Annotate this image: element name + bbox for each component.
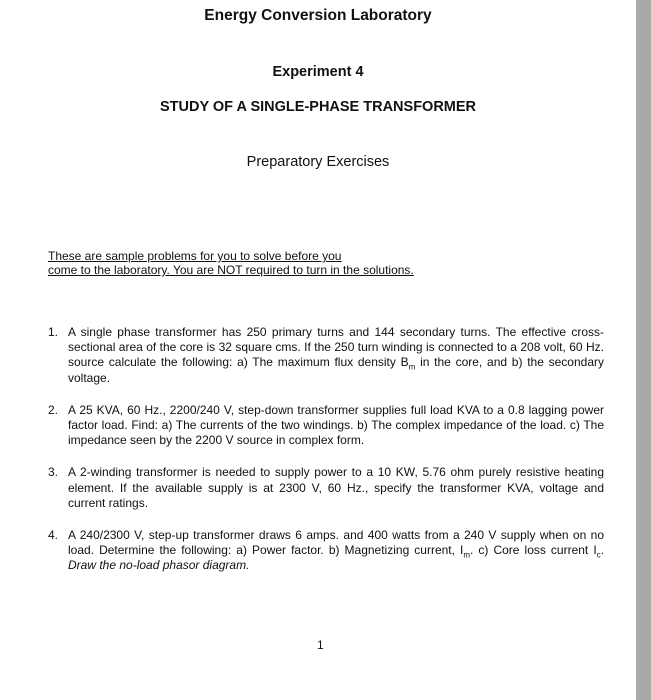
problem-text bbox=[68, 528, 604, 572]
experiment-number: Experiment 4 bbox=[272, 64, 364, 80]
problem-item bbox=[48, 528, 604, 574]
problem-text-segment: in the core, and b) the secondary voltage. bbox=[68, 355, 604, 385]
problem-text-segment: . c) Core loss current I bbox=[470, 543, 597, 558]
instructions-note bbox=[48, 249, 414, 277]
problem-text-segment: m bbox=[408, 362, 416, 372]
problem-text-segment: Draw the no-load phasor diagram. bbox=[68, 558, 250, 573]
problem-text-segment: A 25 KVA, 60 Hz., 2200/240 V, step-down transformer supplies full load KVA to a 0.8 lagging power factor load. Find: a) The currents of the two windings. b) The complex impedance of the load. c) The impedance seen by the 2200 V source in complex form. bbox=[68, 402, 604, 448]
viewer-side-bar bbox=[636, 0, 651, 700]
page-number: 1 bbox=[317, 638, 324, 652]
problem-text-segment: m bbox=[463, 550, 471, 560]
problem-item bbox=[48, 325, 604, 386]
problem-number: 2. bbox=[48, 402, 59, 417]
experiment-title: STUDY OF A SINGLE-PHASE TRANSFORMER bbox=[159, 99, 477, 115]
problem-number: 4. bbox=[48, 528, 59, 543]
problem-item bbox=[48, 403, 604, 449]
problem-text bbox=[68, 325, 604, 385]
problem-text-segment: A single phase transformer has 250 primary turns and 144 secondary turns. The effective cross-sectional area of the core is 32 square cms. If the 250 turn winding is connected to a 208 volt, 60 Hz. source calculate the following: a) The maximum flux density B bbox=[68, 325, 604, 370]
problem-text-segment: A 240/2300 V, step-up transformer draws 6 amps. and 400 watts from a 240 V supply when on no load. Determine the following: a) Power factor. b) Magnetizing current, I bbox=[68, 528, 604, 558]
problem-text-segment: . bbox=[600, 543, 604, 558]
note-line: come to the laboratory. You are NOT required to turn in the solutions. bbox=[48, 263, 414, 277]
problem-text-segment: c bbox=[596, 550, 601, 560]
problem-number: 3. bbox=[48, 465, 59, 480]
problem-text bbox=[68, 465, 604, 509]
problem-number: 1. bbox=[48, 325, 59, 339]
problem-list bbox=[48, 325, 604, 591]
problem-text-segment: A 2-winding transformer is needed to supply power to a 10 KW, 5.76 ohm purely resistive heating element. If the available supply is at 2300 V, 60 Hz., specify the transformer KVA, voltage and current ratings. bbox=[68, 465, 604, 510]
note-line: These are sample problems for you to solve before you bbox=[48, 249, 342, 263]
problem-item bbox=[48, 465, 604, 511]
lab-title: Energy Conversion Laboratory bbox=[204, 7, 432, 24]
problem-text bbox=[68, 403, 604, 447]
section-title: Preparatory Exercises bbox=[246, 154, 390, 170]
